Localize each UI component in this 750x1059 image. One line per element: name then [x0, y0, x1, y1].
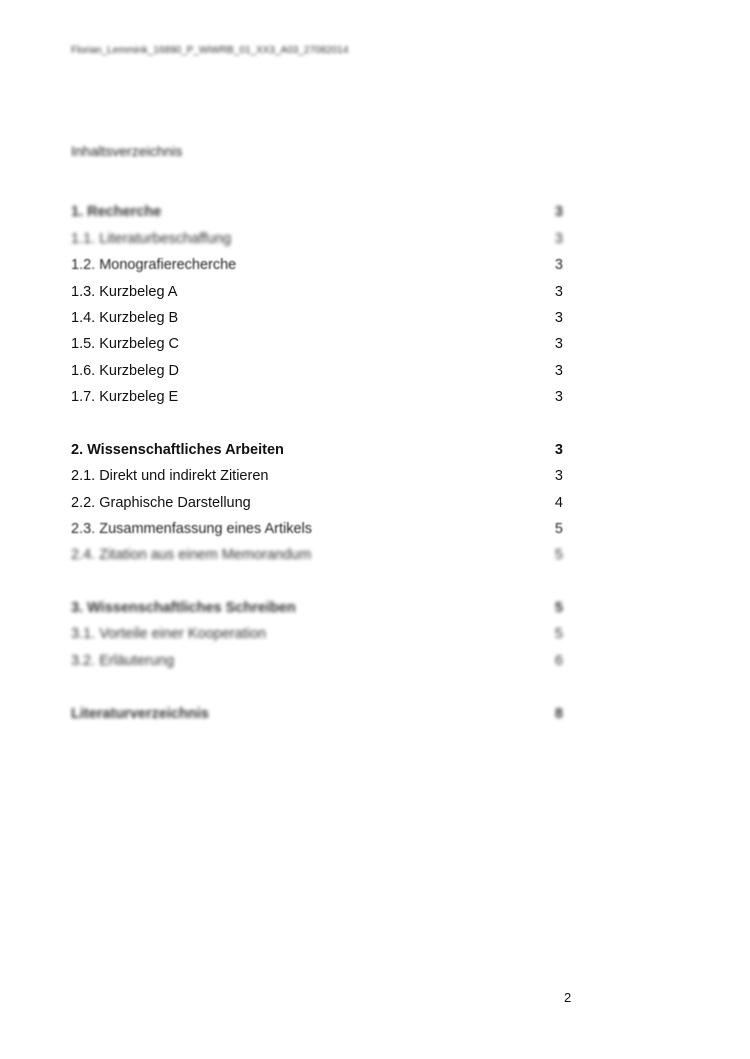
toc-entry-label: 2.3. Zusammenfassung eines Artikels [71, 521, 312, 537]
toc-entry-page: 5 [554, 626, 563, 642]
toc-entry[interactable] [71, 651, 563, 671]
toc-entry-page: 8 [554, 706, 563, 722]
toc-entry-page: 5 [554, 600, 563, 616]
toc-entry-page: 3 [554, 257, 563, 273]
toc-entry-label: 2. Wissenschaftliches Arbeiten [71, 442, 284, 458]
toc-entry-page: 3 [554, 363, 563, 379]
toc-entry[interactable] [71, 255, 563, 275]
toc-entry-heading[interactable] [71, 704, 563, 724]
toc-entry-page: 4 [554, 495, 563, 511]
toc-entry-page: 3 [554, 468, 563, 484]
toc-entry-page: 3 [554, 389, 563, 405]
toc-entry[interactable] [71, 308, 563, 328]
toc-entry-heading[interactable] [71, 202, 563, 222]
toc-entry-page: 6 [554, 653, 563, 669]
toc-entry-label: 1.3. Kurzbeleg A [71, 284, 178, 300]
toc-entry-label: 1.1. Literaturbeschaffung [71, 231, 232, 247]
toc-entry-page: 3 [554, 336, 563, 352]
toc-entry-page: 3 [554, 204, 563, 220]
toc-entry-label: 2.1. Direkt und indirekt Zitieren [71, 468, 269, 484]
toc-entry-label: 1.7. Kurzbeleg E [71, 389, 179, 405]
toc-entry[interactable] [71, 229, 563, 249]
toc-entry-heading[interactable] [71, 440, 563, 460]
toc-entry-page: 5 [554, 521, 563, 537]
toc-entry[interactable] [71, 519, 563, 539]
toc-entry-label: 3.2. Erläuterung [71, 653, 175, 669]
toc-entry-label: 3.1. Vorteile einer Kooperation [71, 626, 267, 642]
toc-entry-page: 3 [554, 231, 563, 247]
page-number: 2 [564, 990, 572, 1005]
toc-entry[interactable] [71, 466, 563, 486]
toc-entry-page: 3 [554, 310, 563, 326]
toc-entry-label: 1.6. Kurzbeleg D [71, 363, 180, 379]
toc-entry-label: 1.5. Kurzbeleg C [71, 336, 180, 352]
toc-entry-label: Literaturverzeichnis [71, 706, 209, 722]
running-header: Florian_Lemmink_16890_P_WiWRB_01_XX3_A03_27082014 [71, 45, 349, 56]
toc-entry-label: 1.2. Monografierecherche [71, 257, 237, 273]
toc-entry-label: 2.2. Graphische Darstellung [71, 495, 251, 511]
toc-entry-label: 2.4. Zitation aus einem Memorandum [71, 547, 312, 563]
toc-entry-label: 1. Recherche [71, 204, 162, 220]
toc-entry[interactable] [71, 493, 563, 513]
toc-entry[interactable] [71, 334, 563, 354]
toc-entry-heading[interactable] [71, 598, 563, 618]
toc-entry-page: 3 [554, 284, 563, 300]
toc-entry[interactable] [71, 282, 563, 302]
toc-entry-label: 1.4. Kurzbeleg B [71, 310, 179, 326]
toc-entry[interactable] [71, 387, 563, 407]
toc-entry-label: 3. Wissenschaftliches Schreiben [71, 600, 296, 616]
toc-entry[interactable] [71, 361, 563, 381]
toc-entry[interactable] [71, 624, 563, 644]
toc-title: Inhaltsverzeichnis [71, 143, 183, 159]
toc-entry-page: 5 [554, 547, 563, 563]
toc-entry[interactable] [71, 545, 563, 565]
toc-entry-page: 3 [554, 442, 563, 458]
